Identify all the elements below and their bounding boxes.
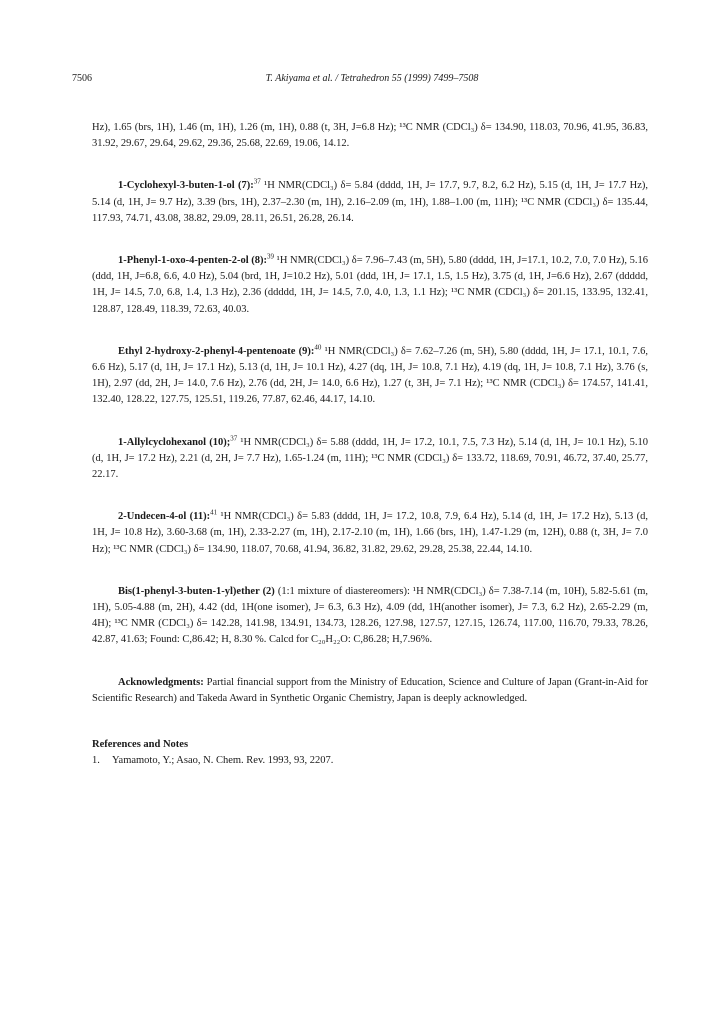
nmr-data-text: ¹H NMR(CDCl₃) δ= 5.84 (dddd, 1H, J= 17.7, 9.7, 8.2, 6.2 Hz), 5.15 (d, 1H, J= 17.7 Hz), 5.14 (d, 1H, J= 9.7 Hz), 3.39 (brs, 1H), 2.37–2.30 (m, 1H), 2.16–2.09 (m, 1H), 1.88–1.00 (m, 11H); ¹³C NMR (CDCl₃) δ= 135.44, 117.93, 74.71, 43.08, 38.82, 29.09, 28.11, 26.51, 26.28, 26.14.: [92, 180, 649, 224]
reference-superscript: 40: [314, 343, 322, 352]
page-number: 7506: [72, 73, 92, 84]
reference-superscript: 37: [253, 177, 261, 186]
compound-entries: [92, 178, 648, 648]
nmr-data-text: ¹H NMR(CDCl₃) δ= 5.88 (dddd, 1H, J= 17.2, 10.1, 7.5, 7.3 Hz), 5.14 (d, 1H, J= 10.1 Hz), 5.10 (d, 1H, J= 17.2 Hz), 2.21 (d, 2H, J= 7.7 Hz), 1.65-1.24 (m, 11H); ¹³C NMR (CDCl₃) δ= 133.72, 118.69, 70.91, 46.72, 37.40, 25.77, 22.17.: [92, 436, 648, 481]
reference-superscript: 39: [267, 252, 275, 261]
continuation-paragraph: Hz), 1.65 (brs, 1H), 1.46 (m, 1H), 1.26 (m, 1H), 0.88 (t, 3H, J=6.8 Hz); ¹³C NMR (CDCl₃) δ= 134.90, 118.03, 70.96, 41.95, 36.83, 31.92, 29.67, 29.64, 29.62, 29.36, 25.68, 22.69, 19.06, 14.12.: [92, 122, 648, 150]
acknowledgments-label: Acknowledgments:: [118, 676, 204, 688]
compound-name: 2-Undecen-4-ol (11):: [118, 511, 211, 523]
nmr-data-text: ¹H NMR(CDCl₃) δ= 5.83 (dddd, 1H, J= 17.2, 10.8, 7.9, 6.4 Hz), 5.14 (d, 1H, J= 17.2 Hz), 5.13 (d, 1H, J= 10.8 Hz), 3.60-3.68 (m, 1H), 2.33-2.27 (m, 1H), 2.17-2.10 (m, 1H), 1.66 (brs, 1H), 1.47-1.29 (m, 12H), 0.88 (t, 3H, J= 7.0 Hz); ¹³C NMR (CDCl₃) δ= 134.90, 118.07, 70.68, 41.94, 36.82, 31.82, 29.62, 29.28, 25.38, 22.44, 14.10.: [92, 511, 648, 555]
compound-name: Ethyl 2-hydroxy-2-phenyl-4-pentenoate (9):: [118, 345, 315, 357]
nmr-data-text: ¹H NMR(CDCl₃) δ= 7.62–7.26 (m, 5H), 5.80 (dddd, 1H, J= 17.1, 10.1, 7.6, 6.6 Hz), 5.17 (d, 1H, J= 17.1 Hz), 5.13 (d, 1H, J= 10.1 Hz), 4.27 (dq, 1H, J= 10.8, 7.1 Hz), 4.19 (dq, 1H, J= 10.8, 7.1 Hz), 3.76 (s, 1H), 2.97 (dd, 2H, J= 14.0, 7.6 Hz), 2.76 (dd, 2H, J= 14.0, 6.6 Hz), 1.27 (t, 3H, J= 7.1 Hz); ¹³C NMR (CDCl₃) δ= 174.57, 141.41, 132.40, 128.22, 127.75, 125.51, 119.26, 77.87, 62.46, 44.17, 14.10.: [92, 345, 648, 406]
running-head: T. Akiyama et al. / Tetrahedron 55 (1999) 7499–7508: [265, 73, 479, 84]
acknowledgments-text: Partial financial support from the Ministry of Education, Science and Culture of Japan (Grant-in-Aid for Scientific Research) and Takeda Award in Synthetic Organic Chemistry, Japan is deeply acknowledged.: [92, 676, 648, 704]
acknowledgments-paragraph: [92, 675, 648, 707]
reference-number: 1.: [92, 755, 100, 767]
nmr-data-text: ¹H NMR(CDCl₃) δ= 7.96–7.43 (m, 5H), 5.80 (dddd, 1H, J=17.1, 10.2, 7.0, 7.0 Hz), 5.16 (ddd, 1H, J=6.8, 6.6, 4.0 Hz), 5.04 (brd, 1H, J=10.2 Hz), 5.01 (ddd, 1H, J= 17.1, 1.5, 1.5 Hz), 3.75 (d, 1H, J=6.6 Hz), 2.67 (ddddd, 1H, J= 14.5, 7.0, 6.8, 1.4, 1.3 Hz), 2.36 (ddddd, 1H, J= 14.5, 7.0, 4.0, 1.3, 1.1 Hz); ¹³C NMR (CDCl₃) δ= 201.15, 133.95, 132.41, 128.87, 128.49, 118.39, 72.63, 40.03.: [92, 255, 649, 315]
article-body: [92, 120, 648, 769]
reference-superscript: 37: [230, 434, 238, 443]
references-list: [92, 753, 648, 769]
compound-name: 1-Allylcyclohexanol (10);: [118, 436, 231, 448]
compound-name: Bis(1-phenyl-3-buten-1-yl)ether (2): [118, 585, 275, 597]
compound-entry: [92, 344, 648, 409]
nmr-data-text: (1:1 mixture of diastereomers): ¹H NMR(CDCl₃) δ= 7.38-7.14 (m, 10H), 5.82-5.61 (m, 1H), 5.05-4.88 (m, 2H), 4.42 (dd, 1H(one isomer), J= 6.3, 6.3 Hz), 4.09 (dd, 1H(another isomer), J= 7.3, 6.2 Hz), 2.65-2.29 (m, 4H); ¹³C NMR (CDCl₃) δ= 142.28, 141.98, 134.91, 134.73, 128.26, 127.98, 127.57, 127.15, 126.74, 117.00, 116.70, 79.33, 78.26, 42.87, 41.63; Found: C,86.42; H, 8.30 %. Calcd for C₂₀H₂₂O: C,86.28; H,7.96%.: [92, 585, 648, 646]
compound-entry: [92, 584, 648, 649]
compound-entry: [92, 509, 648, 558]
page-header: [72, 72, 672, 86]
compound-entry: [92, 178, 648, 227]
compound-entry: [92, 435, 648, 484]
references-heading: References and Notes: [92, 739, 189, 751]
reference-item: [92, 753, 648, 769]
compound-name: 1-Phenyl-1-oxo-4-penten-2-ol (8):: [118, 255, 268, 267]
reference-superscript: 41: [210, 508, 218, 517]
compound-name: 1-Cyclohexyl-3-buten-1-ol (7):: [118, 180, 254, 192]
compound-entry: [92, 253, 648, 318]
reference-text: Yamamoto, Y.; Asao, N. Chem. Rev. 1993, 93, 2207.: [112, 755, 334, 767]
